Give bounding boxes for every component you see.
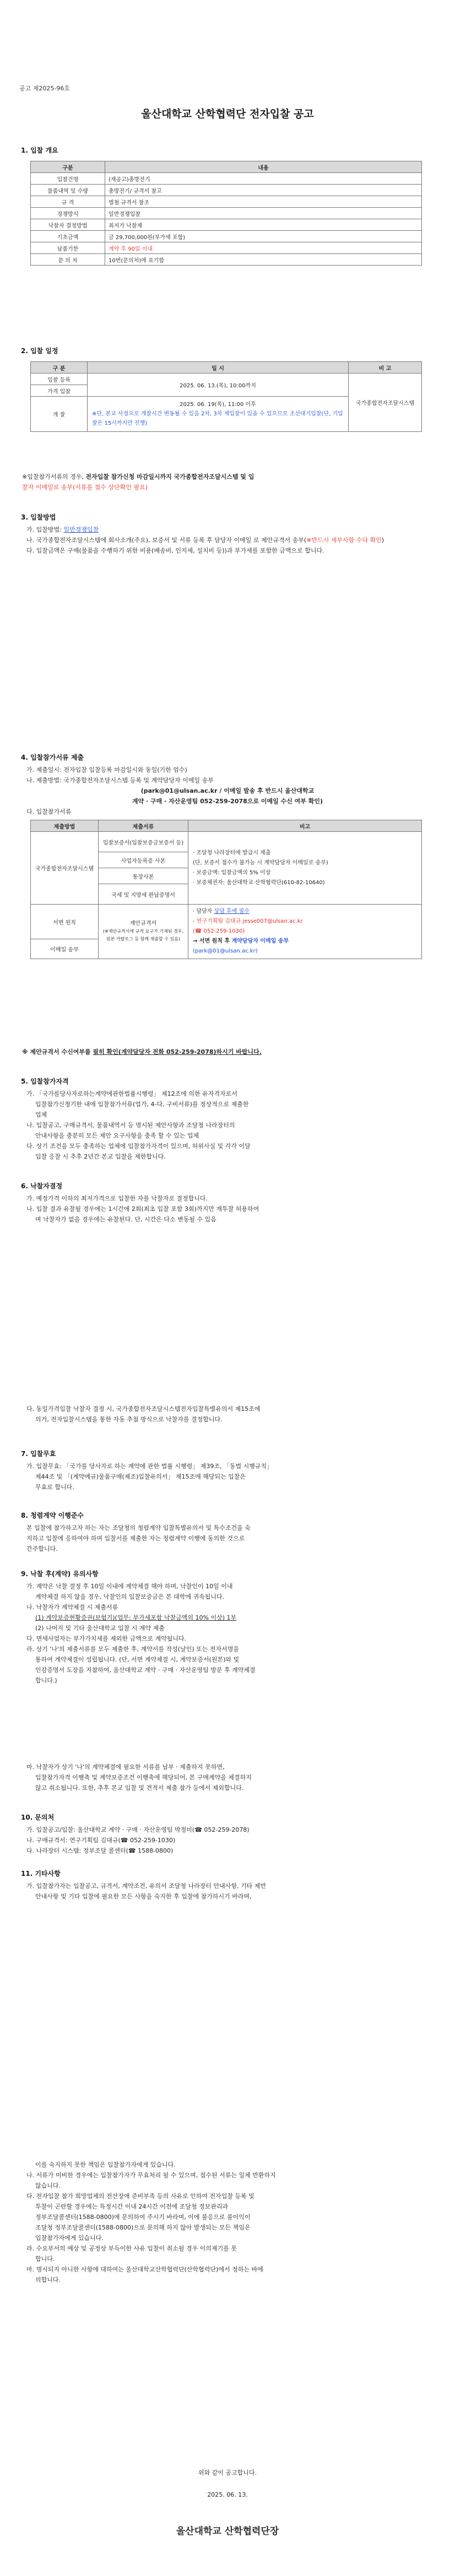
notice-date: 2025. 06. 13.	[207, 2491, 248, 2498]
section-3-heading: 3. 입찰방법	[21, 513, 56, 521]
section-4-body: 가. 제출일시: 전자입찰 입찰등록 마감일시와 동일(기한 엄수) 나. 제출방법: 국가종합전자조달시스템 등록 및 계약담당자 이메일 송부 (park@01@ulsan.ac.kr / 이메일 발송 후 반드시 울산대학교 계약 · 구매 · 자산운영팀 052-259-2078으로 이메일 수신 여부 확인) 다. 입찰참가서류	[26, 766, 323, 815]
schedule-table: 구 분 일 시 비 고 입찰 등록 2025. 06. 13.(목), 10:00까지 국가종합전자조달시스템 가격 입찰 개 찰 2025. 06. 19(목), 11:00 이후 ※단, 본교 사정으로 개찰시간 변동될 수 있음 2차, 3차 재입찰이 있을 수 있으므로 조선대기입찰(단, 기입찰은 15시까지만 진행)	[30, 361, 422, 432]
section-2-heading: 2. 입찰 일정	[21, 347, 58, 355]
table-row: 사업자등록증 사본	[31, 852, 422, 868]
section-6-body-bottom: 다. 동일가격입찰 낙찰자 결정 시, 국가종합전자조달시스템전자입찰특별유의서 제15조에 의거, 전자입찰시스템을 통한 자동 추첨 방식으로 낙찰자를 결정합니다.	[26, 1405, 261, 1423]
table-row: 규 격 별첨 규격서 참조	[31, 196, 422, 208]
table-row: 입찰건명 (재공고)총방전기	[31, 173, 422, 185]
section-8-heading: 8. 청렴계약 이행준수	[21, 1512, 84, 1519]
table-row: 문 의 처 10번(문의처)에 표기함	[31, 254, 422, 266]
table-row: 경쟁방식 일반경쟁입찰	[31, 208, 422, 219]
section-7-body: 가. 입찰무효: 「국가를 당사자로 하는 계약에 관한 법률 시행령」 제39조, 「동법 시행규칙」 제44조 및 「(계약예규)물품구매(제조)입찰유의서」 제15조에 해당되는 입찰은 무효로 합니다.	[26, 1463, 273, 1491]
table-row: 통장사본	[31, 868, 422, 884]
closing-statement: 위와 같이 공고합니다.	[198, 2469, 257, 2476]
documents-table: 제출방법 제출서류 비고 국가종합전자조달시스템 입찰보증서(입찰보증금보증서 등) · 조달청 나라장터에 발급시 제출 (단, 보증서 접수가 불가능 시 계약담당자 이메일로 송부) · 보증금액: 입찰금액의 5% 이상 · 보증채권자: 울산대학교 산학협력단(610-82-10640) 사업자등록증 사본 통장사본 국세 및 지방세 완납증명서 서면 원칙 제안규격서 (※제안규격서에 규격 요구가 기재된 경우, 원본 카탈로그 등 함께 제출할 수 있음) · 담당자 상담 후에 필수 - 연구기획팀 김대규 jesse007@ulsan.ac.kr (☎ 052-259-1030) → 서면 원칙 후 계약담당자 이메일 송부 (park@01@ulsan.ac.kr) 이메일 송부	[30, 820, 422, 959]
issuing-organization: 울산대학교 산학협력단장	[176, 2526, 279, 2537]
section-8-body: 본 입찰에 참가하고자 하는 자는 조달청의 청렴계약 입찰특별유의서 및 특수조건을 숙 지하고 입찰에 응하여야 하며 입찰서를 제출한 자는 청렴계약 이행에 동의한 것으로 간주합니다.	[26, 1524, 251, 1552]
table-row: 국가종합전자조달시스템 입찰보증서(입찰보증금보증서 등) · 조달청 나라장터에 발급시 제출 (단, 보증서 접수가 불가능 시 계약담당자 이메일로 송부) · 보증금액: 입찰금액의 5% 이상 · 보증채권자: 울산대학교 산학협력단(610-82-10640)	[31, 832, 422, 852]
table-row: 입찰 등록 2025. 06. 13.(목), 10:00까지 국가종합전자조달시스템	[31, 374, 422, 385]
table-row: 개 찰 2025. 06. 19(목), 11:00 이후 ※단, 본교 사정으로 개찰시간 변동될 수 있음 2차, 3차 재입찰이 있을 수 있으므로 조선대기입찰(단, 기입찰은 15시까지만 진행)	[31, 397, 422, 432]
section-3-body: 가. 입찰방법: 일반경쟁입찰 나. 국가종합전자조달시스템에 회사소개(주요), 보증서 및 서류 등록 후 담당자 이메일 로 제안규격서 송부(※반드시 세부사항 수다 확인) 다. 입찰금액은 구매(물품을 수행하기 위한 비용(배송비, 인지세, 설치비 등))과 부가세를 포함한 금액으로 합니다.	[26, 526, 384, 554]
document-title: 울산대학교 산학협력단 전자입찰 공고	[141, 108, 314, 120]
section-5-heading: 5. 입찰참가자격	[21, 1078, 69, 1085]
overview-col-key: 구분	[31, 161, 105, 173]
schedule-footnote: ※입찰참가서류의 경우, 전자입찰 참가신청 마감일시까지 국가종합전자조달시스템 및 입 찰자 이메일로 송부(서류를 접수 상단확인 필요)	[22, 473, 254, 491]
overview-table	[30, 161, 422, 266]
table-row: 납품기한 계약 후 90일 이내	[31, 242, 422, 254]
table-row: 서면 원칙 제안규격서 (※제안규격서에 규격 요구가 기재된 경우, 원본 카탈로그 등 함께 제출할 수 있음) · 담당자 상담 후에 필수 - 연구기획팀 김대규 jesse007@ulsan.ac.kr (☎ 052-259-1030) → 서면 원칙 후 계약담당자 이메일 송부 (park@01@ulsan.ac.kr)	[31, 905, 422, 939]
section-6-body-top: 가. 예정가격 이하의 최저가격으로 입찰한 자를 낙찰자로 결정합니다. 나. 입찰 결과 유찰될 경우에는 1시간에 2회(최초 입찰 포함 3회)까지만 재투찰 허용하여 며 낙찰자가 없을 경우에는 유찰된다. 단, 시간은 다소 변동될 수 있음	[26, 1195, 259, 1223]
table-row: 낙찰자 결정방법 최저가 낙찰제	[31, 219, 422, 231]
section-4-heading: 4. 입찰참가서류 제출	[21, 754, 84, 761]
table-row: 물품내역 및 수량 총방전기/ 규격서 참고	[31, 185, 422, 196]
section-11-body-a: 가. 입찰참가자는 입찰공고, 규격서, 계약조건, 유의서 조달청 나라장터 안내사항, 기타 제반 안내사항 및 기타 입찰에 필요한 모든 사항을 숙지한 후 입찰에 참가하시기 바라며,	[26, 1882, 266, 1900]
section-9-heading: 9. 낙찰 후(계약) 유의사항	[21, 1570, 99, 1578]
notice-number: 공고 제2025-96호	[19, 85, 70, 92]
section-1-heading: 1. 입찰 개요	[21, 147, 58, 154]
documents-footnote: ※ 제안규격서 수신여부를 필히 확인(계약담당자 전화 052-259-2078)하시기 바랍니다.	[22, 1048, 262, 1056]
section-6-heading: 6. 낙찰자결정	[21, 1182, 63, 1190]
section-10-heading: 10. 문의처	[21, 1814, 55, 1821]
opening-note: ※단, 본교 사정으로 개찰시간 변동될 수 있음 2차, 3차 재입찰이 있을 수 있으므로 조선대기입찰(단, 기입찰은 15시까지만 진행)	[92, 411, 343, 426]
section-9-body: 가. 계약은 낙찰 결정 후 10일 이내에 계약체결 해야 하며, 낙찰인이 10일 이내 계약체결 하지 않을 경우, 낙찰인의 입찰보증금은 본 대학에 귀속됩니다. 나. 낙찰자가 계약체결 시 제출서류 (1) 계약보증현황증권(보험기)(업무: 부가세포함 낙찰금액의 10% 이상) 1부 (2) 나머지 및 기타 울산대학교 입찰 시 계약 제출 다. 면세사업자는 부가가치세를 제외한 금액으로 계약됩니다. 라. 상기 '나'의 제출서류를 모두 제출한 후, 계약서를 작성(날인) 또는 전자서명을 통하여 계약체결이 성립됩니다. (단, 서면 계약체결 시, 계약보증서(원본)와 및 인감증명서 도장을 지참하여, 울산대학교 계약 · 구매 · 자산운영팀 방문 후 계약체결 합니다.)	[26, 1583, 256, 1684]
section-11-body-rest: 이를 숙지하지 못한 책임은 입찰참가자에게 있습니다. 나. 서류가 미비한 경우에는 입찰참가자가 무효처리 될 수 있으며, 접수된 서류는 일체 반환하지 않습니다. 다. 전자입찰 참가 희망업체의 전산장애 준비부족 등의 사유로 인하여 전자입찰 등록 및 투찰이 곤란할 경우에는 특정시간 이내 24시간 이전에 조달청 정보관리과 정부조달콜센터(1588-0800)에 문의하여 주시기 바라며, 이에 불응으로 불이익이 조달청 정부조달콜센터(1588-0800)으로 문의해 하지 않아 발생되는 모든 책임은 입찰참가자에게 있습니다. 라. 수요부서의 예상 및 공정상 부득이한 사유 입찰이 취소될 경우 이의제기를 못 합니다. 마. 명시되지 아니한 사항에 대하여는 울산대학교산학협력단(산학협력단)에서 정하는 바에 의합니다.	[26, 2161, 276, 2283]
section-7-heading: 7. 입찰무효	[21, 1450, 56, 1458]
section-10-body: 가. 입찰공고/입찰: 울산대학교 계약 · 구매 · 자산운영팀 박정미(☎ 052-259-2078) 나. 구매규격서: 연구기획팀 김대규(☎ 052-259-1030) 다. 나라장터 시스템: 정부조달 콜센터(☎ 1588-0800)	[26, 1826, 250, 1854]
overview-col-value: 내용	[105, 161, 422, 173]
table-row: 기초금액 금 29,700,000원(부가세 포함)	[31, 231, 422, 242]
section-5-body: 가. 「국가를당사자로하는계약에관한법률시행령」 제12조에 의한 유자격자로서 입찰참가신청기한 내에 입찰참가서류(업가, 4-다, 구비서류)를 정상적으로 제출한 업체 나. 입찰공고, 구매규격서, 물품내역서 등 명시된 제안사항과 조달청 나라장터의 안내사항을 충분히 모든 제안 요구사항을 충족 할 수 있는 업체 다. 상기 조건을 모두 충족하는 업체에 입찰참가자격이 있으며, 허위사실 및 각각 이달 입찰 응찰 시 추후 2년간 본교 입찰을 제한합니다.	[26, 1090, 251, 1160]
section-11-heading: 11. 기타사항	[21, 1870, 61, 1877]
table-row: 국세 및 지방세 완납증명서	[31, 884, 422, 905]
table-row: 가격 입찰	[31, 385, 422, 397]
table-row: 이메일 송부	[31, 939, 422, 959]
section-9-body-e: 마. 낙찰자가 상기 '나'의 계약체결에 필요한 서류를 납부 · 제출하지 못하면, 입찰참가자격 이행축 및 계약보증조건 이행축에 해당되어, 본 구매계약을 체결하지 않고 취소됩니다. 또한, 추후 본교 입찰 및 견적서 제출 참가 등에서 제외합니다.	[26, 1763, 252, 1792]
